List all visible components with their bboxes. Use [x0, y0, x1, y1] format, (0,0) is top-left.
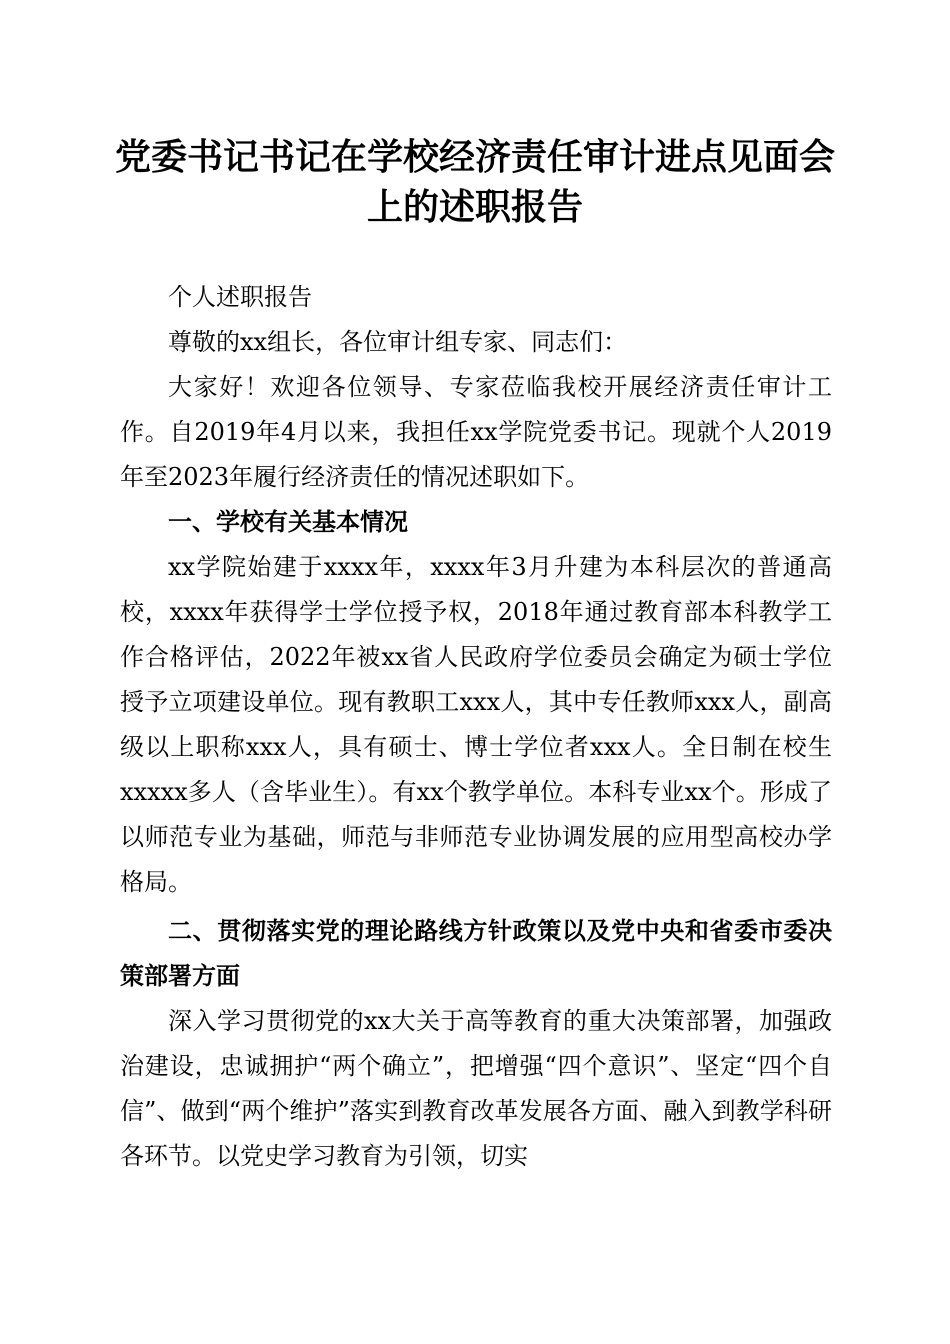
- salutation: 尊敬的xx组长，各位审计组专家、同志们：: [168, 328, 628, 356]
- document-title: [90, 132, 860, 232]
- policy-paragraph: 深入学习贯彻党的xx大关于高等教育的重大决策部署，加强政治建设，忠诚拥护“两个确立”，把增强“四个意识”、坚定“四个自信”、做到“两个维护”落实到教育改革发展各方面、融入到教学科研各环节。以党史学习教育为引领，切实: [120, 1007, 832, 1170]
- title-line-1: 党委书记书记在学校经济责任审计进点见面会: [114, 136, 835, 178]
- title-line-2: 上的述职报告: [366, 186, 583, 228]
- section-heading-1: 一、学校有关基本情况: [168, 508, 408, 536]
- report-label: 个人述职报告: [168, 283, 312, 311]
- school-overview-paragraph: xx学院始建于xxxx年，xxxx年3月升建为本科层次的普通高校，xxxx年获得学士学位授予权，2018年通过教育部本科教学工作合格评估，2022年被xx省人民政府学位委员会确定为硕士学位授予立项建设单位。现有教职工xxx人，其中专任教师xxx人，副高级以上职称xxx人，具有硕士、博士学位者xxx人。全日制在校生xxxxx多人（含毕业生）。有xx个教学单位。本科专业xx个。形成了以师范专业为基础，师范与非师范专业协调发展的应用型高校办学格局。: [120, 553, 832, 896]
- document-body: [120, 275, 832, 1179]
- section-heading-2: 二、贯彻落实党的理论路线方针政策以及党中央和省委市委决策部署方面: [120, 917, 832, 990]
- opening-paragraph: 大家好！欢迎各位领导、专家莅临我校开展经济责任审计工作。自2019年4月以来，我担任xx学院党委书记。现就个人2019年至2023年履行经济责任的情况述职如下。: [120, 373, 832, 491]
